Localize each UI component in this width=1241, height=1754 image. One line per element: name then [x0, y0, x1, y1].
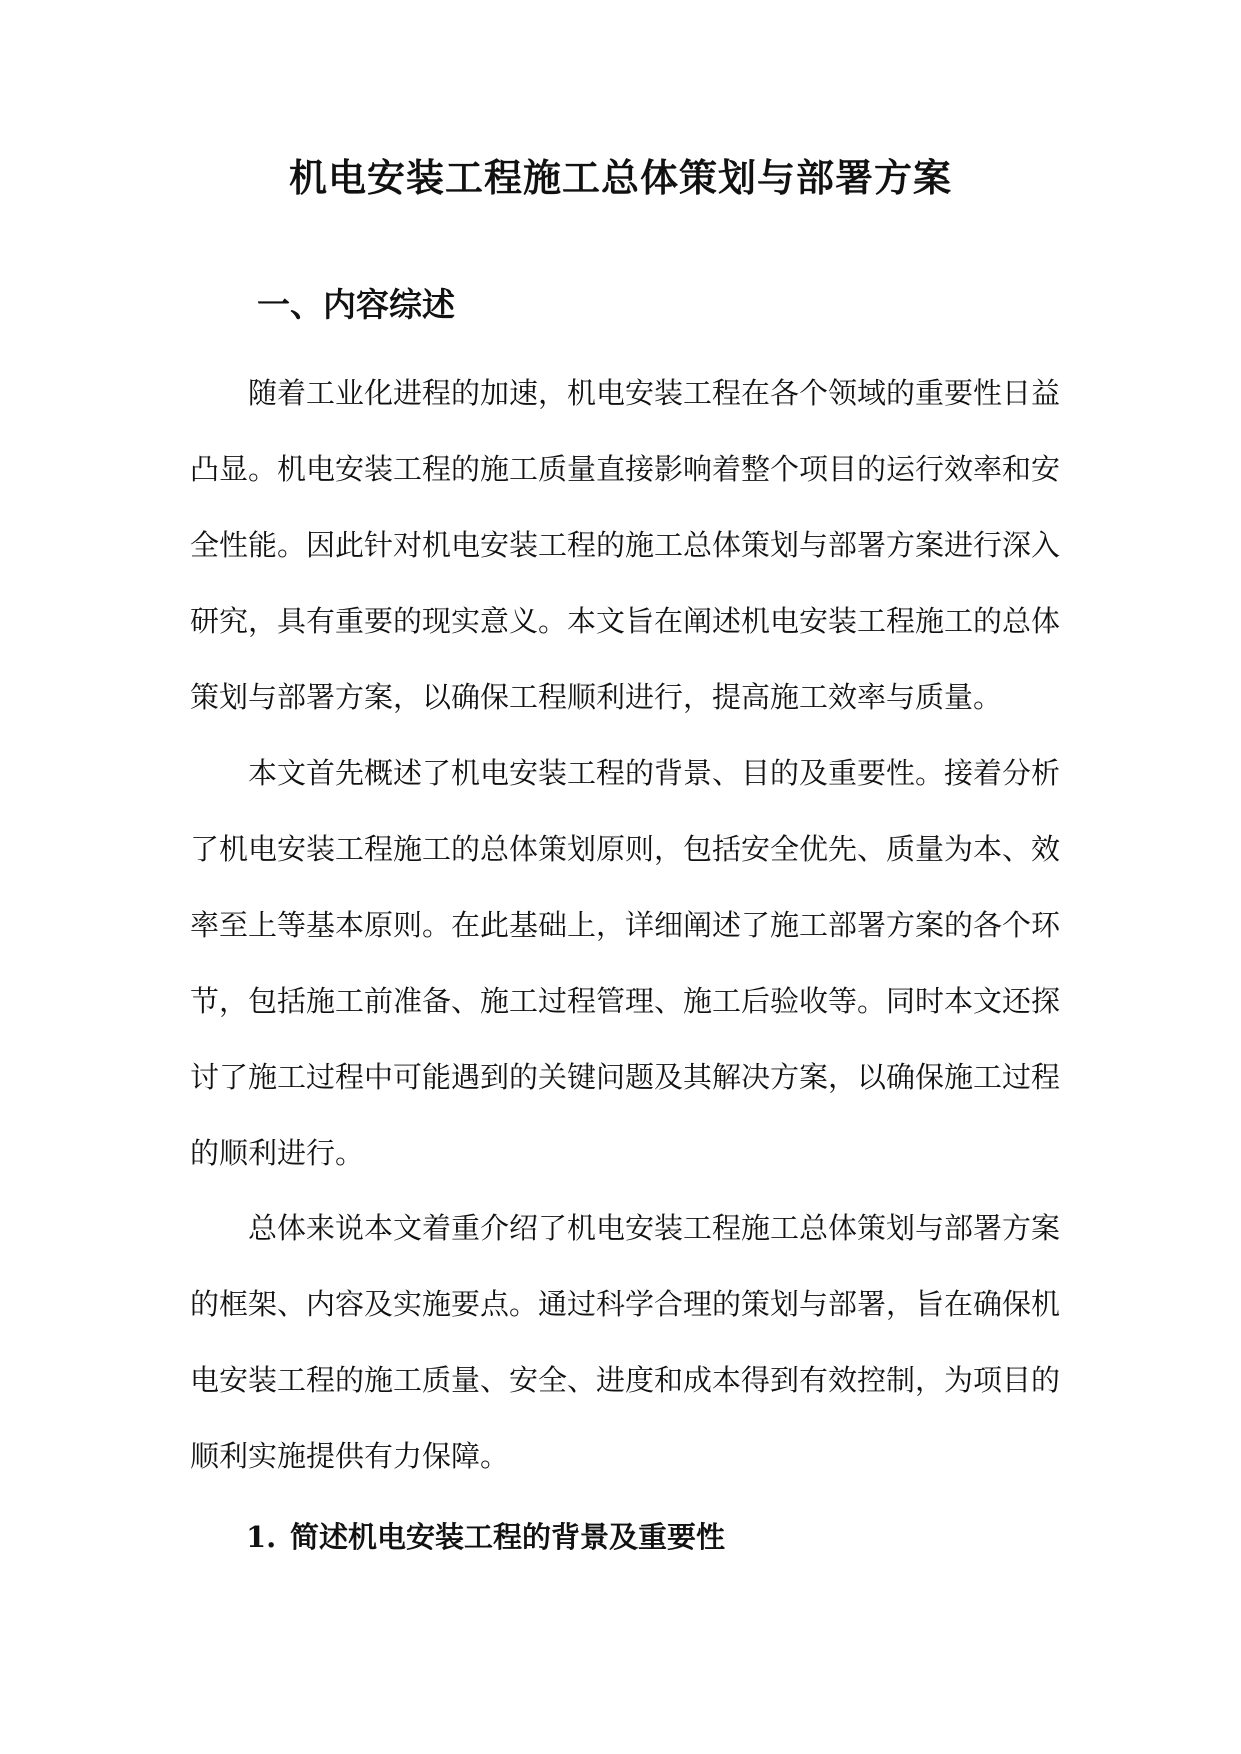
section-heading: 一、内容综述	[257, 285, 455, 324]
subsection-heading	[246, 1512, 725, 1562]
document-title: 机电安装工程施工总体策划与部署方案	[288, 155, 952, 200]
paragraph: 总体来说本文着重介绍了机电安装工程施工总体策划与部署方案的框架、内容及实施要点。通过科学合理的策划与部署，旨在确保机电安装工程的施工质量、安全、进度和成本得到有效控制，为项目的顺利实施提供有力保障。	[190, 1211, 1061, 1473]
paragraph: 随着工业化进程的加速，机电安装工程在各个领域的重要性日益凸显。机电安装工程的施工质量直接影响着整个项目的运行效率和安全性能。因此针对机电安装工程的施工总体策划与部署方案进行深入研究，具有重要的现实意义。本文旨在阐述机电安装工程施工的总体策划与部署方案，以确保工程顺利进行，提高施工效率与质量。	[190, 376, 1061, 714]
paragraph: 本文首先概述了机电安装工程的背景、目的及重要性。接着分析了机电安装工程施工的总体策划原则，包括安全优先、质量为本、效率至上等基本原则。在此基础上，详细阐述了施工部署方案的各个环节，包括施工前准备、施工过程管理、施工后验收等。同时本文还探讨了施工过程中可能遇到的关键问题及其解决方案，以确保施工过程的顺利进行。	[190, 756, 1061, 1170]
subsection-title: 简述机电安装工程的背景及重要性	[290, 1520, 726, 1554]
subsection-number: 1.	[246, 1520, 277, 1554]
